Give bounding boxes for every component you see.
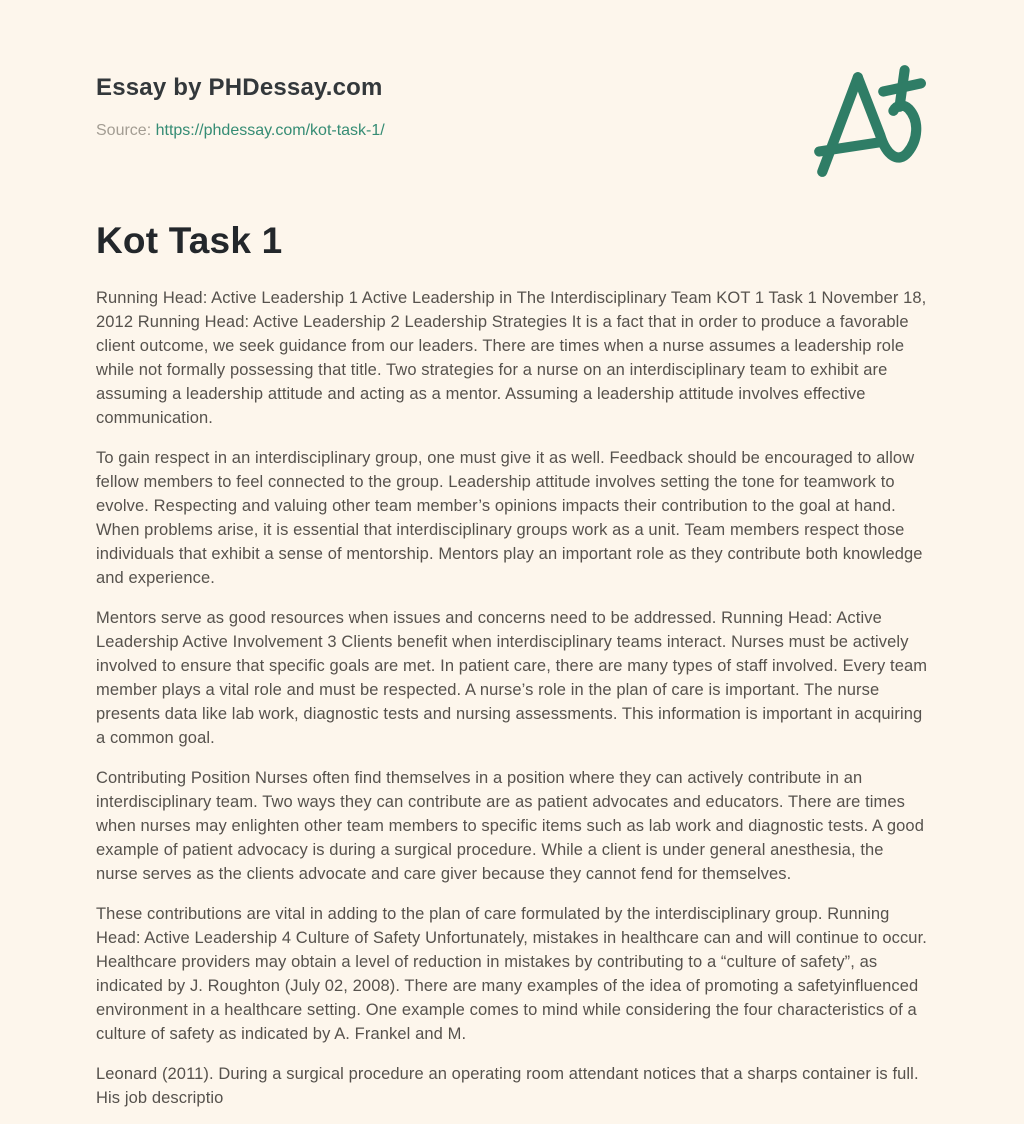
article-body: [96, 286, 928, 1110]
a-plus-logo-icon: [806, 60, 928, 182]
article-paragraph: These contributions are vital in adding to the plan of care formulated by the interdisciplinary group. Running Head: Active Leadership 4 Culture of Safety Unfortunately, mistakes in healthcare can and will continue to occur. Healthcare providers may obtain a level of reduction in mistakes by contributing to a “culture of safety”, as indicated by J. Roughton (July 02, 2008). There are many examples of the idea of promoting a safetyinfluenced environment in a healthcare setting. One example comes to mind while considering the four characteristics of a culture of safety as indicated by A. Frankel and M.: [96, 905, 927, 1043]
article-paragraph: Leonard (2011). During a surgical procedure an operating room attendant notices that a sharps container is full. His job descriptio: [96, 1065, 919, 1107]
source-label: Source:: [96, 122, 152, 139]
site-title: Essay by PHDessay.com: [96, 74, 383, 101]
article-paragraph: Mentors serve as good resources when issues and concerns need to be addressed. Running Head: Active Leadership Active Involvement 3 Clients benefit when interdisciplinary teams interact. Nurses must be actively involved to ensure that specific goals are met. In patient care, there are many types of staff involved. Every team member plays a vital role and must be respected. A nurse’s role in the plan of care is important. The nurse presents data like lab work, diagnostic tests and nursing assessments. This information is important in acquiring a common goal.: [96, 609, 928, 747]
article-paragraph: To gain respect in an interdisciplinary group, one must give it as well. Feedback should be encouraged to allow fellow members to feel connected to the group. Leadership attitude involves setting the tone for teamwork to evolve. Respecting and valuing other team member’s opinions impacts their contribution to the goal at hand. When problems arise, it is essential that interdisciplinary groups work as a unit. Team members respect those individuals that exhibit a sense of mentorship. Mentors play an important role as they contribute both knowledge and experience.: [96, 449, 923, 587]
source-url-link[interactable]: https://phdessay.com/kot-task-1/: [155, 122, 385, 139]
article-paragraph: Contributing Position Nurses often find themselves in a position where they can actively contribute in an interdisciplinary team. Two ways they can contribute are as patient advocates and educators. There are times when nurses may enlighten other team members to specific items such as lab work and diagnostic tests. A good example of patient advocacy is during a surgical procedure. While a client is under general anesthesia, the nurse serves as the clients advocate and care giver because they cannot fend for themselves.: [96, 769, 924, 883]
article-paragraph: Running Head: Active Leadership 1 Active Leadership in The Interdisciplinary Team KOT 1 Task 1 November 18, 2012 Running Head: Active Leadership 2 Leadership Strategies It is a fact that in order to produce a favorable client outcome, we seek guidance from our leaders. There are times when a nurse assumes a leadership role while not formally possessing that title. Two strategies for a nurse on an interdisciplinary team to exhibit are assuming a leadership attitude and acting as a mentor. Assuming a leadership attitude involves effective communication.: [96, 289, 927, 427]
source-line: [96, 122, 928, 140]
article-title: Kot Task 1: [96, 220, 283, 261]
essay-page: [96, 0, 928, 1110]
page-header: [96, 74, 928, 140]
